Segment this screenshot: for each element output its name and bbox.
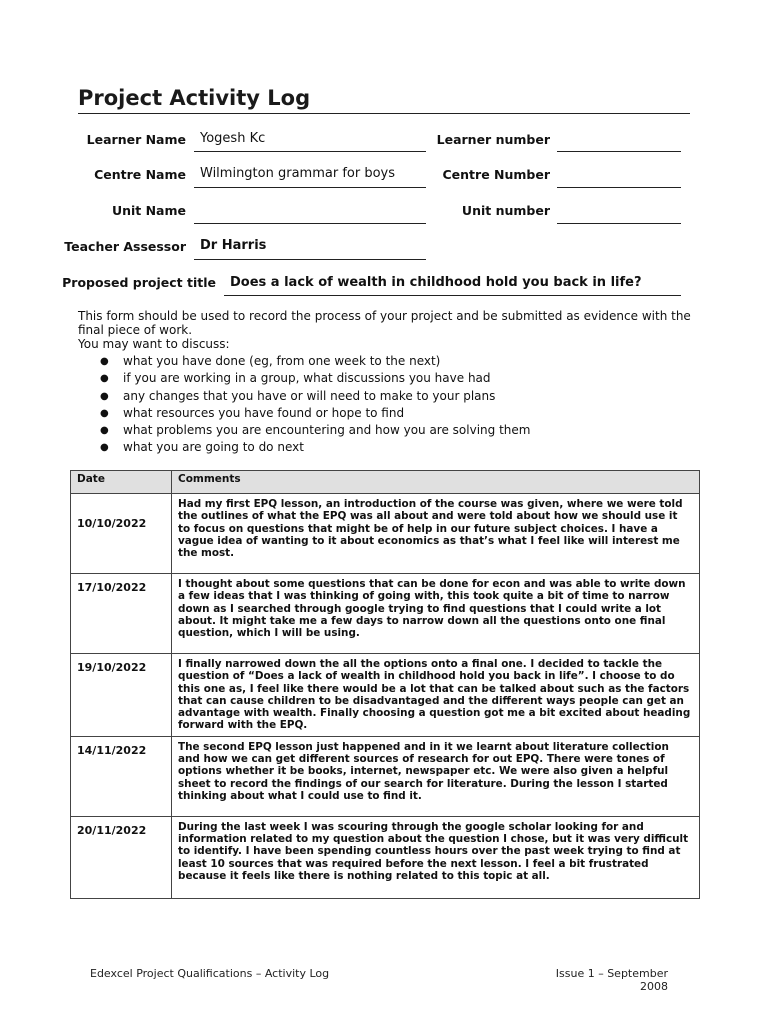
teacher-assessor-value: Dr Harris [200,238,267,253]
teacher-assessor-label: Teacher Assessor [64,239,186,254]
table-cell-date: 19/10/2022 [71,654,172,737]
bullet-icon: ● [100,407,109,419]
project-title-field[interactable] [224,295,681,296]
list-item [96,388,530,405]
list-item [96,439,530,456]
table-row [71,816,700,898]
intro-line-2: You may want to discuss: [78,337,230,351]
list-item [96,422,530,439]
centre-number-field[interactable] [557,187,681,188]
table-row [71,494,700,574]
list-item [96,370,530,387]
date-column-header: Date [71,471,172,494]
bullet-icon: ● [100,390,109,402]
table-cell-date: 17/10/2022 [71,574,172,654]
table-cell-comment: During the last week I was scouring through the google scholar looking for and information related to my question about the question I chose, but it was very difficult to identify. I have been spending countless hours over the past week trying to find at least 10 sources that was required before the next lesson. I feel a bit frustrated because it feels like there is nothing related to this topic at all. [172,816,700,898]
activity-log-table [70,470,700,899]
bullet-icon: ● [100,442,109,454]
learner-name-label: Learner Name [86,132,186,147]
unit-number-field[interactable] [557,223,681,224]
learner-name-value: Yogesh Kc [200,131,266,146]
table-cell-comment: I finally narrowed down the all the options onto a final one. I decided to tackle the question of “Does a lack of wealth in childhood hold you back in life”. I choose to do this one as, I feel like there would be a lot that can be talked about such as the factors that can cause children to be disadvantaged and the different ways people can get an advantage with wealth. Finally choosing a question got me a bit excited about heading forward with the EPQ. [172,654,700,737]
learner-number-label: Learner number [436,132,550,147]
table-cell-comment: The second EPQ lesson just happened and in it we learnt about literature collection and how we can get different sources of research for out EPQ. There were tones of options whether it be books, internet, newspaper etc. We were also given a helpful sheet to record the findings of our search for literature. During the lesson I started thinking about what I could use to find it. [172,736,700,816]
table-row [71,654,700,737]
teacher-assessor-field[interactable] [194,259,426,260]
intro-text [78,309,698,351]
list-item-text: what you have done (eg, from one week to the next) [123,354,441,368]
footer-left: Edexcel Project Qualifications – Activity Log [90,967,330,980]
centre-name-value: Wilmington grammar for boys [200,166,395,181]
list-item-text: what resources you have found or hope to find [123,405,405,420]
learner-name-field[interactable] [194,151,426,152]
centre-number-label: Centre Number [442,167,550,182]
unit-number-label: Unit number [461,203,550,218]
table-cell-date: 10/10/2022 [71,494,172,574]
table-cell-comment: Had my first EPQ lesson, an introduction of the course was given, where we were told the outlines of what the EPQ was all about and were told about how we should use it to focus on questions that might be of help in our future subject choices. I have a vague idea of wanting to it about economics as that’s what I feel like will interest me the most. [172,494,700,574]
comments-column-header: Comments [172,471,700,494]
intro-line-1: This form should be used to record the process of your project and be submitted as evidence with the final piece of work. [78,309,691,337]
learner-number-field[interactable] [557,151,681,152]
unit-name-label: Unit Name [111,203,186,218]
bullet-icon: ● [100,373,109,385]
unit-name-field[interactable] [194,223,426,224]
centre-name-label: Centre Name [94,167,186,182]
list-item-text: any changes that you have or will need to make to your plans [123,388,496,403]
list-item-text: what problems you are encountering and how you are solving them [123,423,531,438]
bullet-icon: ● [100,356,109,367]
title-divider [78,113,690,114]
table-cell-comment: I thought about some questions that can be done for econ and was able to write down a few ideas that I was thinking of going with, this took quite a bit of time to narrow down as I searched through google trying to find questions that I could write a lot about. It might take me a few days to narrow down all the questions onto one final question, which I will be using. [172,574,700,654]
table-cell-date: 14/11/2022 [71,736,172,816]
bullet-icon: ● [100,425,109,437]
table-cell-date: 20/11/2022 [71,816,172,898]
list-item-text: if you are working in a group, what discussions you have had [123,371,491,386]
centre-name-field[interactable] [194,187,426,188]
page-title: Project Activity Log [78,86,311,110]
project-title-value: Does a lack of wealth in childhood hold you back in life? [230,275,642,290]
table-row [71,736,700,816]
project-title-label: Proposed project title [62,275,216,290]
discussion-list [96,353,530,457]
list-item [96,405,530,422]
table-header-row [71,471,700,494]
footer-right: Issue 1 – September 2008 [555,967,668,993]
list-item-text: what you are going to do next [123,440,304,455]
list-item [96,353,530,370]
table-row [71,574,700,654]
